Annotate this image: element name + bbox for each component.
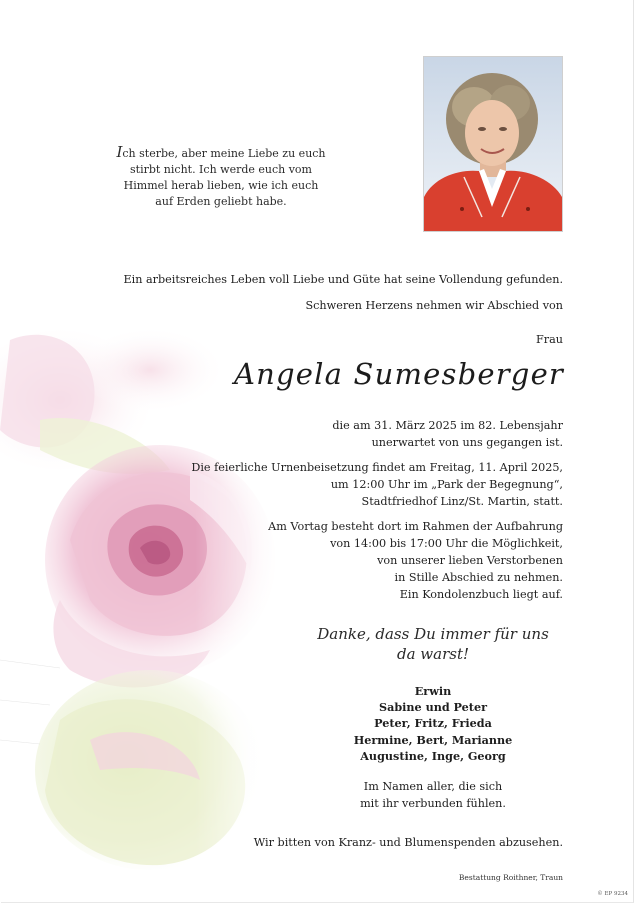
flower-request: Wir bitten von Kranz- und Blumenspenden abzusehen. (253, 836, 563, 849)
family-member: Hermine, Bert, Marianne (353, 732, 513, 747)
family-member: Peter, Fritz, Frieda (374, 716, 492, 731)
memorial-quote: Ich sterbe, aber meine Liebe zu euch stirbt nicht. Ich werde euch vom Himmel herab lieben, wie ich euch auf Erden geliebt habe. (116, 143, 326, 208)
ceremony-line-2: um 12:00 Uhr im „Park der Begegnung“, (330, 478, 563, 491)
viewing-line-1: Am Vortag besteht dort im Rahmen der Aufbahrung (268, 520, 563, 533)
family-member: Augustine, Inge, Georg (360, 748, 506, 763)
viewing-line-4: in Stille Abschied zu nehmen. (394, 571, 563, 584)
document-code: © EP 9234 (597, 891, 628, 897)
viewing-line-5: Ein Kondolenzbuch liegt auf. (399, 588, 563, 601)
undertaker-name: Bestattung Roithner, Traun (458, 873, 563, 882)
quote-initial: I (116, 143, 123, 161)
thanks-text: Danke, dass Du immer für uns da warst! (317, 625, 549, 663)
portrait-photo (423, 56, 563, 232)
closing-line-2: mit ihr verbunden fühlen. (360, 797, 506, 810)
deceased-name: Angela Sumesberger (234, 357, 564, 391)
intro-line-2: Schweren Herzens nehmen wir Abschied von (305, 299, 563, 312)
closing-line-1: Im Namen aller, die sich (363, 780, 503, 793)
death-notice-line-2: unerwartet von uns gegangen ist. (371, 436, 563, 449)
family-list (300, 683, 566, 764)
intro-line-1: Ein arbeitsreiches Leben voll Liebe und Güte hat seine Vollendung gefunden. (123, 273, 563, 286)
family-member: Sabine und Peter (379, 700, 487, 715)
salutation: Frau (536, 333, 563, 346)
death-notice-line-1: die am 31. März 2025 im 82. Lebensjahr (332, 419, 563, 432)
ceremony-line-1: Die feierliche Urnenbeisetzung findet am Freitag, 11. April 2025, (191, 461, 563, 474)
ceremony-line-3: Stadtfriedhof Linz/St. Martin, statt. (361, 495, 563, 508)
family-member: Erwin (414, 684, 452, 698)
viewing-line-2: von 14:00 bis 17:00 Uhr die Möglichkeit, (330, 537, 563, 550)
viewing-line-3: von unserer lieben Verstorbenen (377, 554, 563, 567)
